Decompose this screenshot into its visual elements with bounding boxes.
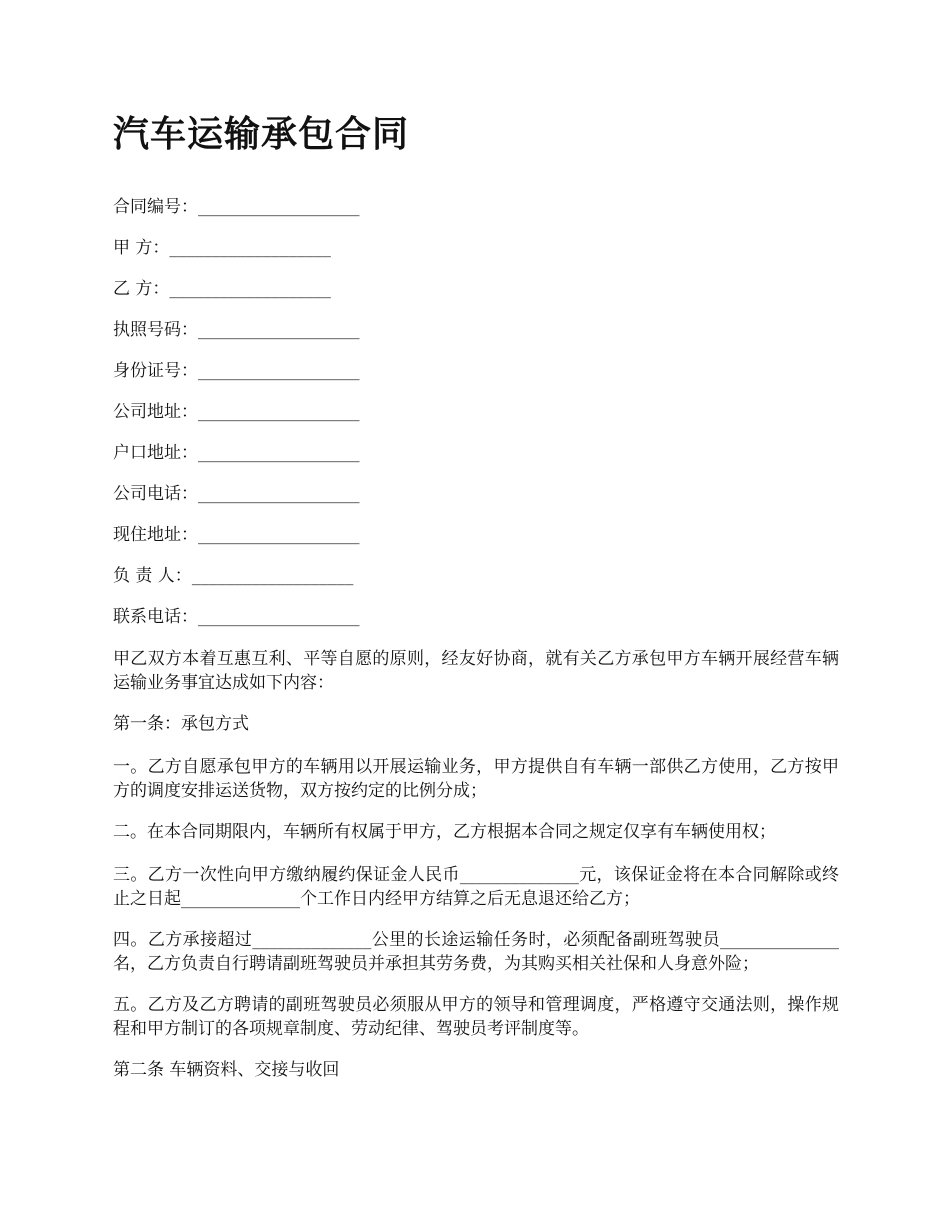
field-label: 公司电话： <box>113 484 198 504</box>
field-label: 户口地址： <box>113 443 198 463</box>
field-household-address <box>113 442 839 464</box>
clause-1: 一。乙方自愿承包甲方的车辆用以开展运输业务，甲方提供自有车辆一部供乙方使用，乙方按甲方的调度安排运送货物，双方按约定的比例分成； <box>113 757 839 801</box>
field-label: 乙 方： <box>113 279 170 299</box>
field-label: 公司地址： <box>113 402 198 422</box>
field-label: 身份证号： <box>113 361 198 381</box>
article-2-heading: 第二条 车辆资料、交接与收回 <box>113 1060 340 1080</box>
field-current-address <box>113 524 839 546</box>
field-party-a <box>113 237 839 259</box>
field-blank: ___________________ <box>198 320 360 340</box>
field-contract-number <box>113 196 839 218</box>
clause-4: 四。乙方承接超过______________公里的长途运输任务时，必须配备副班驾驶员______________名，乙方负责自行聘请副班驾驶员并承担其劳务费，为其购买相关社保和人身意外险； <box>113 930 839 974</box>
field-label: 合同编号： <box>113 197 198 217</box>
field-blank: ___________________ <box>169 238 331 258</box>
field-license-number <box>113 319 839 341</box>
clause-3: 三。乙方一次性向甲方缴纳履约保证金人民币______________元，该保证金将在本合同解除或终止之日起______________个工作日内经甲方结算之后无息退还给乙方； <box>113 865 839 909</box>
document-title: 汽车运输承包合同 <box>113 114 410 155</box>
field-blank: ___________________ <box>198 525 360 545</box>
clause-5: 五。乙方及乙方聘请的副班驾驶员必须服从甲方的领导和管理调度，严格遵守交通法则，操作规程和甲方制订的各项规章制度、劳动纪律、驾驶员考评制度等。 <box>113 995 839 1039</box>
field-person-in-charge <box>113 565 839 587</box>
field-label: 联系电话： <box>113 607 198 627</box>
field-blank: ___________________ <box>198 484 360 504</box>
field-blank: ___________________ <box>198 443 360 463</box>
clause-2: 二。在本合同期限内，车辆所有权属于甲方，乙方根据本合同之规定仅享有车辆使用权； <box>113 822 776 842</box>
field-blank: ___________________ <box>198 361 360 381</box>
field-contact-phone <box>113 606 839 628</box>
field-blank: ___________________ <box>169 279 331 299</box>
field-company-address <box>113 401 839 423</box>
field-company-phone <box>113 483 839 505</box>
intro-paragraph: 甲乙双方本着互惠互利、平等自愿的原则，经友好协商，就有关乙方承包甲方车辆开展经营车辆运输业务事宜达成如下内容： <box>113 649 839 693</box>
field-blank: ___________________ <box>198 607 360 627</box>
field-label: 执照号码： <box>113 320 198 340</box>
field-id-number <box>113 360 839 382</box>
field-label: 负 责 人： <box>113 566 192 586</box>
field-label: 现住地址： <box>113 525 198 545</box>
field-blank: ___________________ <box>198 197 360 217</box>
field-blank: ___________________ <box>198 402 360 422</box>
document-page <box>113 108 839 1101</box>
field-blank: ___________________ <box>191 566 354 586</box>
article-1-heading: 第一条：承包方式 <box>113 714 249 734</box>
field-party-b <box>113 278 839 300</box>
field-label: 甲 方： <box>113 238 170 258</box>
